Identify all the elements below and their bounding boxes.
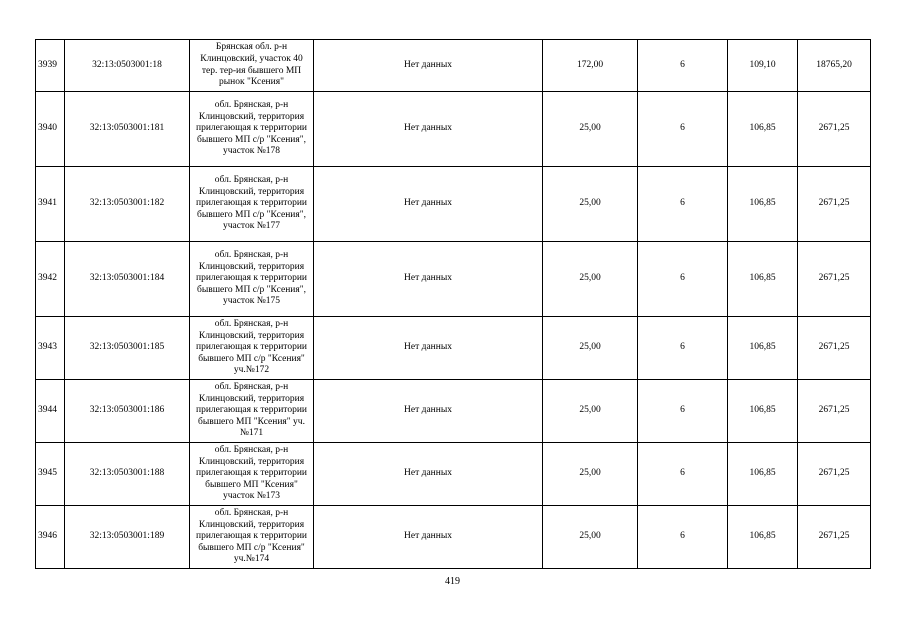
plot-address: обл. Брянская, р-н Клинцовский, территория прилегающая к территории бывшего МП "Ксения" участок №173 [190, 443, 314, 506]
row-number: 3944 [36, 380, 65, 443]
cadastral-number: 32:13:0503001:18 [65, 40, 190, 92]
unit-price-cell: 106,85 [728, 443, 798, 506]
plot-address: обл. Брянская, р-н Клинцовский, территория прилегающая к территории бывшего МП с/р "Ксения", участок №178 [190, 92, 314, 167]
table-row [36, 443, 871, 506]
row-number: 3943 [36, 317, 65, 380]
unit-price-cell: 106,85 [728, 92, 798, 167]
total-value-cell: 2671,25 [798, 92, 871, 167]
table-row [36, 167, 871, 242]
category-cell: 6 [638, 506, 728, 569]
status-cell: Нет данных [314, 167, 543, 242]
plot-address: Брянская обл. р-н Клинцовский, участок 40 тер. тер-ия бывшего МП рынок "Ксения" [190, 40, 314, 92]
plot-address: обл. Брянская, р-н Клинцовский, территория прилегающая к территории бывшего МП с/р "Ксения" уч.№172 [190, 317, 314, 380]
category-cell: 6 [638, 167, 728, 242]
table-row [36, 506, 871, 569]
unit-price-cell: 106,85 [728, 506, 798, 569]
cadastral-number: 32:13:0503001:189 [65, 506, 190, 569]
total-value-cell: 18765,20 [798, 40, 871, 92]
row-number: 3941 [36, 167, 65, 242]
area-cell: 25,00 [543, 380, 638, 443]
unit-price-cell: 106,85 [728, 317, 798, 380]
total-value-cell: 2671,25 [798, 242, 871, 317]
status-cell: Нет данных [314, 506, 543, 569]
cadastral-number: 32:13:0503001:185 [65, 317, 190, 380]
row-number: 3939 [36, 40, 65, 92]
table-row [36, 242, 871, 317]
row-number: 3940 [36, 92, 65, 167]
row-number: 3945 [36, 443, 65, 506]
status-cell: Нет данных [314, 92, 543, 167]
unit-price-cell: 109,10 [728, 40, 798, 92]
total-value-cell: 2671,25 [798, 317, 871, 380]
cadastral-number: 32:13:0503001:181 [65, 92, 190, 167]
status-cell: Нет данных [314, 443, 543, 506]
plot-address: обл. Брянская, р-н Клинцовский, территория прилегающая к территории бывшего МП с/р "Ксения", участок №177 [190, 167, 314, 242]
total-value-cell: 2671,25 [798, 443, 871, 506]
total-value-cell: 2671,25 [798, 506, 871, 569]
status-cell: Нет данных [314, 380, 543, 443]
table-row [36, 380, 871, 443]
cadastral-number: 32:13:0503001:188 [65, 443, 190, 506]
plot-address: обл. Брянская, р-н Клинцовский, территория прилегающая к территории бывшего МП "Ксения" уч.№171 [190, 380, 314, 443]
status-cell: Нет данных [314, 40, 543, 92]
cadastral-number: 32:13:0503001:186 [65, 380, 190, 443]
total-value-cell: 2671,25 [798, 380, 871, 443]
page-number: 419 [445, 576, 460, 587]
area-cell: 25,00 [543, 242, 638, 317]
row-number: 3946 [36, 506, 65, 569]
unit-price-cell: 106,85 [728, 380, 798, 443]
category-cell: 6 [638, 92, 728, 167]
area-cell: 25,00 [543, 92, 638, 167]
total-value-cell: 2671,25 [798, 167, 871, 242]
category-cell: 6 [638, 317, 728, 380]
status-cell: Нет данных [314, 317, 543, 380]
area-cell: 25,00 [543, 317, 638, 380]
unit-price-cell: 106,85 [728, 242, 798, 317]
table-row [36, 40, 871, 92]
category-cell: 6 [638, 443, 728, 506]
category-cell: 6 [638, 242, 728, 317]
area-cell: 25,00 [543, 506, 638, 569]
plot-address: обл. Брянская, р-н Клинцовский, территория прилегающая к территории бывшего МП с/р "Ксения" уч.№174 [190, 506, 314, 569]
land-plots-table [35, 39, 871, 569]
category-cell: 6 [638, 40, 728, 92]
row-number: 3942 [36, 242, 65, 317]
unit-price-cell: 106,85 [728, 167, 798, 242]
area-cell: 172,00 [543, 40, 638, 92]
category-cell: 6 [638, 380, 728, 443]
area-cell: 25,00 [543, 443, 638, 506]
table-row [36, 92, 871, 167]
table-row [36, 317, 871, 380]
plot-address: обл. Брянская, р-н Клинцовский, территория прилегающая к территории бывшего МП с/р "Ксения", участок №175 [190, 242, 314, 317]
status-cell: Нет данных [314, 242, 543, 317]
cadastral-number: 32:13:0503001:182 [65, 167, 190, 242]
area-cell: 25,00 [543, 167, 638, 242]
cadastral-number: 32:13:0503001:184 [65, 242, 190, 317]
